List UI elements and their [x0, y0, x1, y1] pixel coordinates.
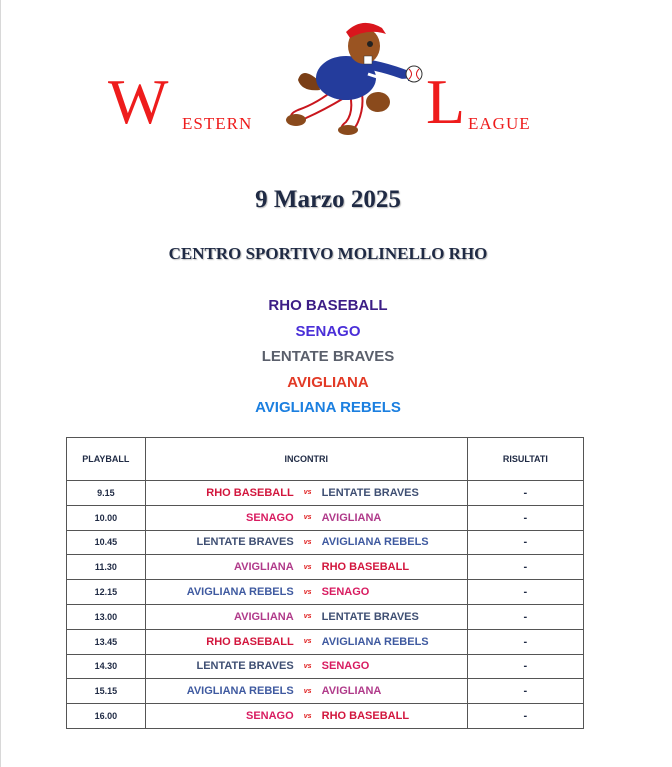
- row-match: [145, 555, 467, 580]
- row-match: [145, 580, 467, 605]
- away-team: AVIGLIANA: [321, 685, 382, 698]
- away-team: SENAGO: [321, 660, 370, 673]
- team-list-item: LENTATE BRAVES: [261, 348, 395, 365]
- away-team: AVIGLIANA: [321, 511, 382, 524]
- table-row: [67, 604, 584, 629]
- team-list-item: SENAGO: [295, 322, 361, 340]
- vs-label: vs: [303, 514, 312, 522]
- away-team: LENTATE BRAVES: [321, 610, 419, 623]
- away-team: AVIGLIANA REBELS: [321, 536, 429, 549]
- away-team: AVIGLIANA REBELS: [321, 635, 429, 648]
- row-match: [145, 704, 467, 729]
- team-list-item: AVIGLIANA REBELS: [255, 399, 401, 416]
- event-date: 9 Marzo 2025: [255, 186, 401, 213]
- vs-label: vs: [303, 687, 312, 695]
- team-list-item: AVIGLIANA: [287, 373, 369, 391]
- vs-label: vs: [303, 489, 312, 497]
- logo-l-rest: EAGUE: [468, 114, 531, 133]
- logo-w-initial: W: [108, 66, 169, 137]
- beaver-mascot-icon: [258, 18, 428, 136]
- away-team: RHO BASEBALL: [321, 561, 410, 574]
- row-match: [145, 604, 467, 629]
- home-team: RHO BASEBALL: [206, 635, 294, 648]
- row-result: -: [467, 704, 583, 729]
- home-team: AVIGLIANA: [233, 610, 294, 623]
- row-match: [145, 481, 467, 506]
- away-team: RHO BASEBALL: [321, 710, 410, 723]
- header-risultati: RISULTATI: [467, 438, 583, 481]
- vs-label: vs: [303, 588, 312, 596]
- row-time: 14.30: [67, 654, 146, 679]
- row-match: [145, 679, 467, 704]
- home-team: AVIGLIANA REBELS: [186, 685, 294, 698]
- row-result: -: [467, 629, 583, 654]
- row-time: 10.00: [67, 505, 146, 530]
- row-time: 16.00: [67, 704, 146, 729]
- row-result: -: [467, 580, 583, 605]
- team-list-item: RHO BASEBALL: [268, 297, 388, 314]
- event-venue: CENTRO SPORTIVO MOLINELLO RHO: [168, 244, 488, 263]
- home-team: AVIGLIANA: [233, 561, 294, 574]
- row-time: 10.45: [67, 530, 146, 555]
- vs-label: vs: [303, 662, 312, 670]
- table-row: [67, 505, 584, 530]
- home-team: SENAGO: [245, 710, 294, 723]
- table-row: [67, 481, 584, 506]
- home-team: LENTATE BRAVES: [196, 660, 294, 673]
- row-result: -: [467, 654, 583, 679]
- table-row: [67, 679, 584, 704]
- table-row: [67, 530, 584, 555]
- table-row: [67, 629, 584, 654]
- vs-label: vs: [303, 638, 312, 646]
- logo-w-rest: ESTERN: [182, 114, 253, 133]
- home-team: RHO BASEBALL: [206, 486, 294, 499]
- row-time: 12.15: [67, 580, 146, 605]
- header-incontri: INCONTRI: [145, 438, 467, 481]
- logo-l-initial: L: [426, 66, 466, 137]
- home-team: AVIGLIANA REBELS: [186, 586, 294, 599]
- row-time: 13.45: [67, 629, 146, 654]
- vs-label: vs: [303, 563, 312, 571]
- row-result: -: [467, 530, 583, 555]
- row-match: [145, 505, 467, 530]
- western-league-logo: [108, 18, 548, 138]
- table-row: [67, 555, 584, 580]
- row-result: -: [467, 604, 583, 629]
- vs-label: vs: [303, 538, 312, 546]
- table-row: [67, 704, 584, 729]
- header-playball: PLAYBALL: [67, 438, 146, 481]
- table-header-row: [67, 438, 584, 481]
- row-result: -: [467, 481, 583, 506]
- table-row: [67, 654, 584, 679]
- table-row: [67, 580, 584, 605]
- team-list: [0, 296, 656, 424]
- row-result: -: [467, 679, 583, 704]
- home-team: LENTATE BRAVES: [196, 536, 294, 549]
- schedule-table: [66, 437, 584, 729]
- row-result: -: [467, 505, 583, 530]
- row-result: -: [467, 555, 583, 580]
- home-team: SENAGO: [245, 511, 294, 524]
- vs-label: vs: [303, 712, 312, 720]
- row-time: 15.15: [67, 679, 146, 704]
- row-time: 11.30: [67, 555, 146, 580]
- away-team: SENAGO: [321, 586, 370, 599]
- row-time: 13.00: [67, 604, 146, 629]
- away-team: LENTATE BRAVES: [321, 486, 419, 499]
- row-match: [145, 654, 467, 679]
- row-match: [145, 530, 467, 555]
- vs-label: vs: [303, 613, 312, 621]
- row-time: 9.15: [67, 481, 146, 506]
- row-match: [145, 629, 467, 654]
